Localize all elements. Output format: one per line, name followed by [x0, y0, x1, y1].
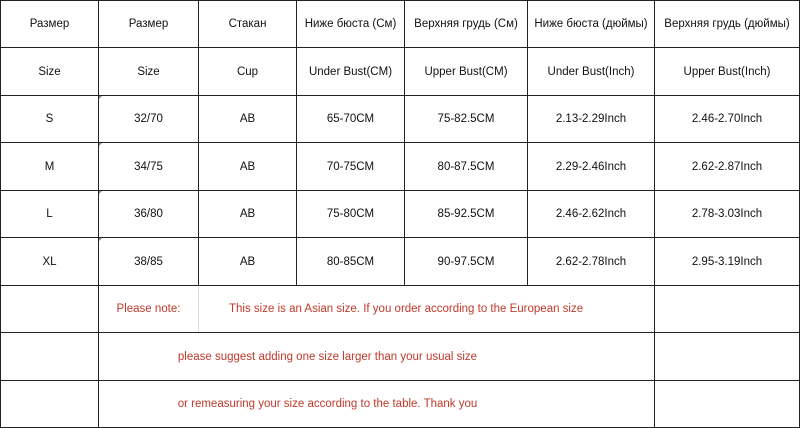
table-cell: 75-80CM — [326, 208, 375, 220]
table-cell: 75-82.5CM — [437, 113, 495, 125]
header-ru-cup: Стакан — [228, 18, 267, 30]
table-cell: 2.29-2.46Inch — [555, 160, 627, 173]
table-cell: 85-92.5CM — [437, 208, 495, 220]
table-cell: XL — [42, 255, 57, 268]
table-cell: 2.13-2.29Inch — [555, 113, 627, 125]
table-cell: 38/85 — [134, 255, 163, 268]
header-ru-under-bust-cm: Ниже бюста (См) — [304, 18, 397, 30]
header-ru-size: Размер — [29, 18, 70, 30]
table-cell: 70-75CM — [326, 160, 375, 173]
table-cell: AB — [239, 208, 256, 220]
table-cell: 2.46-2.70Inch — [691, 113, 763, 125]
table-cell: 2.78-3.03Inch — [691, 208, 763, 220]
table-cell: M — [44, 160, 55, 173]
table-cell: AB — [239, 160, 256, 173]
header-en-under-bust-inch: Under Bust(Inch) — [547, 65, 635, 78]
table-cell: S — [45, 113, 54, 125]
note-line-2: please suggest adding one size larger than your usual size — [177, 350, 478, 363]
table-cell: 36/80 — [134, 208, 163, 220]
table-cell: 2.46-2.62Inch — [555, 208, 627, 220]
note-line-3: or remeasuring your size according to the table. Thank you — [177, 398, 478, 410]
table-cell: 80-85CM — [326, 255, 375, 268]
table-cell: 90-97.5CM — [437, 255, 495, 268]
table-cell: 2.95-3.19Inch — [691, 255, 763, 268]
note-label: Please note: — [116, 303, 181, 315]
table-cell: AB — [239, 255, 256, 268]
header-en-upper-bust-inch: Upper Bust(Inch) — [683, 65, 771, 78]
table-cell: 34/75 — [134, 160, 163, 173]
table-cell: 65-70CM — [326, 113, 375, 125]
header-ru-upper-bust-inch: Верхняя грудь (дюймы) — [664, 18, 790, 30]
header-ru-size-2: Размер — [128, 18, 169, 30]
header-en-upper-bust-cm: Upper Bust(CM) — [424, 65, 508, 78]
table-cell: AB — [239, 113, 256, 125]
header-ru-under-bust-inch: Ниже бюста (дюймы) — [534, 18, 648, 30]
header-en-cup: Cup — [236, 65, 259, 78]
note-line-1: This size is an Asian size. If you order according to the European size — [229, 303, 584, 315]
header-en-under-bust-cm: Under Bust(CM) — [308, 65, 393, 78]
table-cell: 2.62-2.78Inch — [555, 255, 627, 268]
header-en-size-2: Size — [137, 65, 160, 78]
table-cell: 80-87.5CM — [437, 160, 495, 173]
header-ru-upper-bust-cm: Верхняя грудь (См) — [414, 18, 518, 30]
header-en-size: Size — [38, 65, 61, 78]
table-cell: L — [46, 208, 53, 220]
table-cell: 32/70 — [134, 113, 163, 125]
table-cell: 2.62-2.87Inch — [691, 160, 763, 173]
